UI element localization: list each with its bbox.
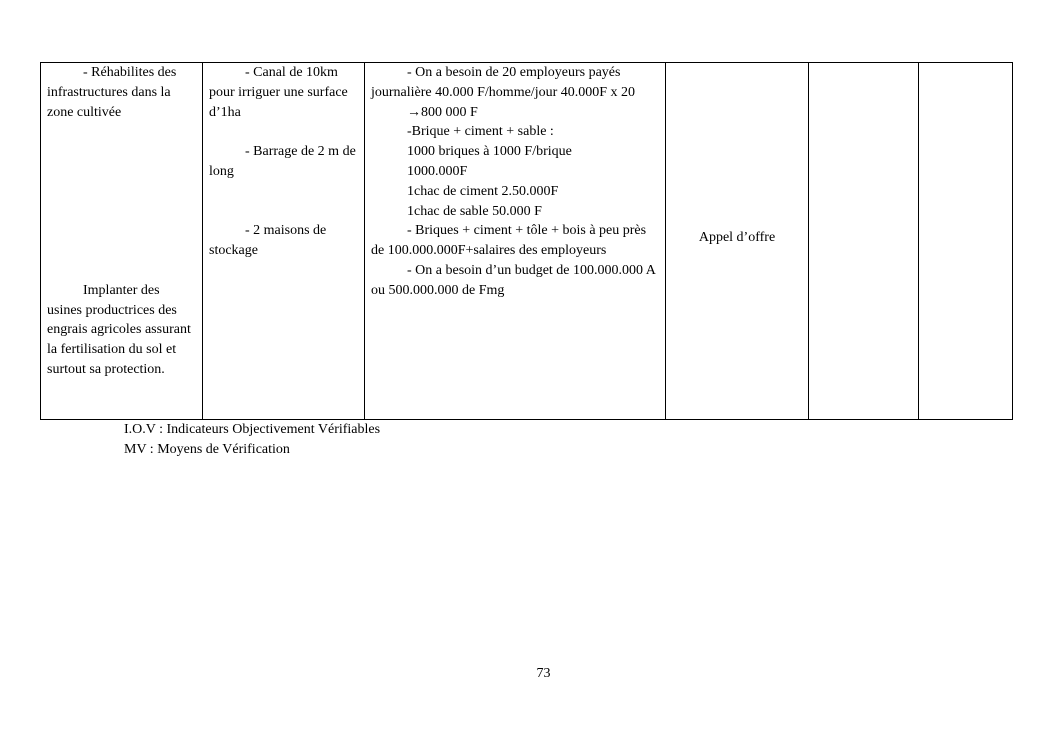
cost-budget: - On a besoin d’un budget de 100.000.000 A ou 500.000.000 de Fmg (371, 262, 656, 298)
procedure-text: Appel d’offre (698, 230, 776, 246)
abbreviation-notes (124, 420, 380, 460)
cost-bricks: 1000 briques à 1000 F/brique (407, 144, 572, 160)
project-table (40, 62, 1013, 420)
page-number: 73 (536, 666, 551, 681)
cost-sand: 1chac de sable 50.000 F (407, 203, 542, 219)
costs-cell (365, 63, 666, 420)
activity-fertilizer-plants: Implanter des usines productrices des engrais agricoles assurant la fertilisation du sol et surtout sa protection. (47, 282, 191, 377)
means-canal: - Canal de 10km pour irriguer une surface d’1ha (209, 65, 348, 120)
activities-cell (41, 63, 203, 420)
table-row (41, 63, 1013, 420)
means-cell (203, 63, 365, 420)
cost-cement: 1chac de ciment 2.50.000F (407, 183, 559, 199)
empty-cell-2 (919, 63, 1013, 420)
means-storage: - 2 maisons de stockage (209, 223, 327, 259)
cost-building: - Briques + ciment + tôle + bois à peu près de 100.000.000F+salaires des employeurs (371, 223, 647, 259)
empty-cell-1 (809, 63, 919, 420)
note-iov: I.O.V : Indicateurs Objectivement Vérifiables (124, 422, 381, 437)
means-dam: - Barrage de 2 m de long (209, 144, 356, 179)
cost-bricks-total: 1000.000F (407, 163, 468, 179)
cost-employees: - On a besoin de 20 employeurs payés journalière 40.000 F/homme/jour 40.000F x 20 (371, 65, 636, 100)
procedure-cell (666, 63, 809, 420)
note-mv: MV : Moyens de Vérification (124, 441, 290, 457)
cost-materials-header: -Brique + ciment + sable : (407, 124, 554, 140)
activity-rehabilitation: - Réhabilites des infrastructures dans la zone cultivée (47, 65, 177, 120)
cost-total: →800 000 F (407, 104, 478, 120)
